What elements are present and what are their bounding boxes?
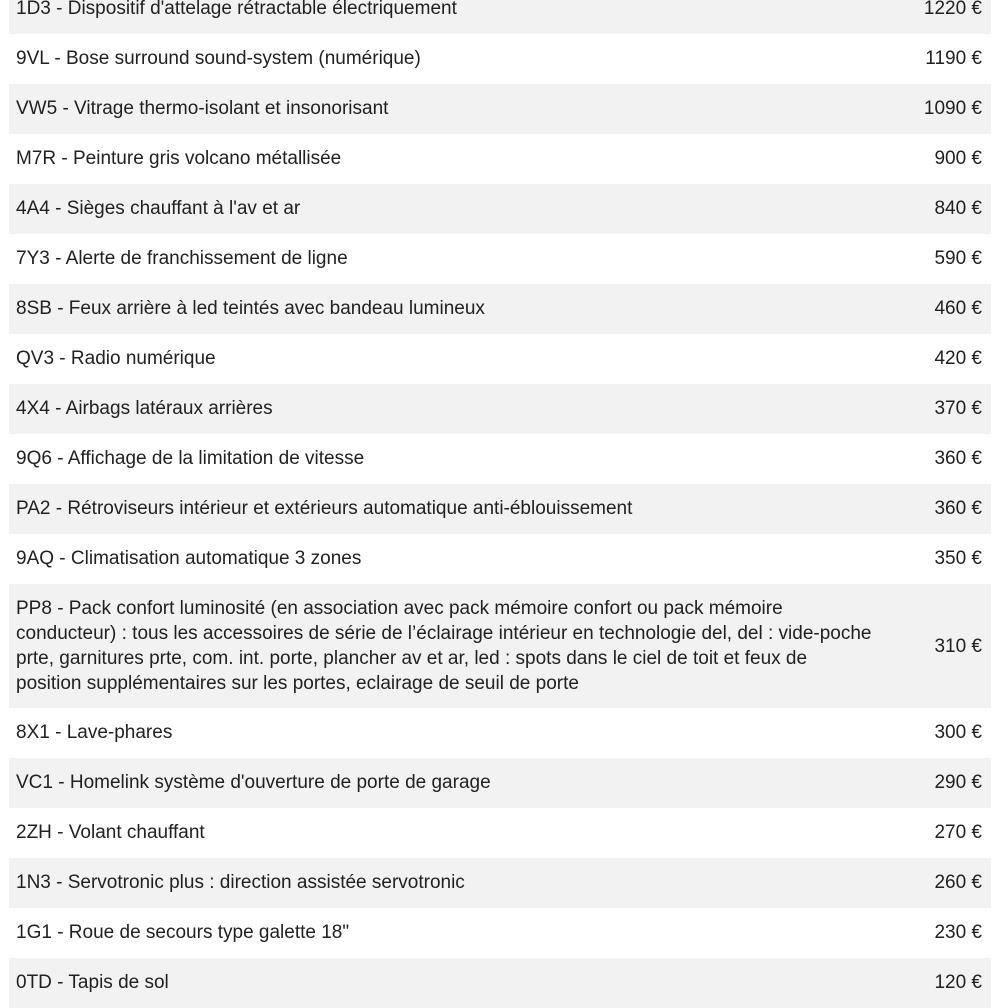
option-price: 1220 € [884, 0, 991, 34]
table-row [9, 908, 991, 958]
table-row [9, 334, 991, 384]
option-price: 230 € [884, 908, 991, 958]
option-price: 290 € [884, 758, 991, 808]
table-row [9, 84, 991, 134]
option-price: 1190 € [884, 34, 991, 84]
option-price: 460 € [884, 284, 991, 334]
options-price-table [9, 0, 991, 1008]
option-label: 9Q6 - Affichage de la limitation de vitesse [9, 434, 884, 484]
option-label: PA2 - Rétroviseurs intérieur et extérieurs automatique anti-éblouissement [9, 484, 884, 534]
option-label: 4X4 - Airbags latéraux arrières [9, 384, 884, 434]
option-price: 300 € [884, 708, 991, 758]
table-row [9, 434, 991, 484]
table-row [9, 534, 991, 584]
table-row [9, 758, 991, 808]
option-label: 9VL - Bose surround sound-system (numérique) [9, 34, 884, 84]
option-label: 9AQ - Climatisation automatique 3 zones [9, 534, 884, 584]
table-row [9, 384, 991, 434]
table-row [9, 234, 991, 284]
option-price: 360 € [884, 434, 991, 484]
option-label: QV3 - Radio numérique [9, 334, 884, 384]
table-row [9, 958, 991, 1008]
option-price: 590 € [884, 234, 991, 284]
option-price: 900 € [884, 134, 991, 184]
table-row [9, 284, 991, 334]
table-row [9, 808, 991, 858]
table-row [9, 34, 991, 84]
option-label: VC1 - Homelink système d'ouverture de porte de garage [9, 758, 884, 808]
option-label: 1G1 - Roue de secours type galette 18" [9, 908, 884, 958]
option-price: 370 € [884, 384, 991, 434]
option-label: 8SB - Feux arrière à led teintés avec bandeau lumineux [9, 284, 884, 334]
option-label: 4A4 - Sièges chauffant à l'av et ar [9, 184, 884, 234]
table-row [9, 484, 991, 534]
option-label: 8X1 - Lave-phares [9, 708, 884, 758]
table-row [9, 858, 991, 908]
table-row [9, 184, 991, 234]
table-row [9, 584, 991, 708]
table-row [9, 0, 991, 34]
option-label: 0TD - Tapis de sol [9, 958, 884, 1008]
table-row [9, 134, 991, 184]
option-price: 840 € [884, 184, 991, 234]
option-label: 2ZH - Volant chauffant [9, 808, 884, 858]
option-price: 260 € [884, 858, 991, 908]
option-price: 120 € [884, 958, 991, 1008]
option-price: 420 € [884, 334, 991, 384]
option-price: 310 € [884, 584, 991, 708]
table-row [9, 708, 991, 758]
option-label: PP8 - Pack confort luminosité (en association avec pack mémoire confort ou pack mémoire conducteur) : tous les accessoires de série de l’éclairage intérieur en technologie del, del : vide-poche prte, garnitures prte, com. int. porte, plancher av et ar, led : spots dans le ciel de toit et feux de position supplémentaires sur les portes, eclairage de seuil de porte [9, 584, 884, 708]
option-price: 360 € [884, 484, 991, 534]
option-price: 350 € [884, 534, 991, 584]
option-price: 1090 € [884, 84, 991, 134]
option-label: M7R - Peinture gris volcano métallisée [9, 134, 884, 184]
option-label: 1N3 - Servotronic plus : direction assistée servotronic [9, 858, 884, 908]
option-label: 7Y3 - Alerte de franchissement de ligne [9, 234, 884, 284]
option-label: 1D3 - Dispositif d'attelage rétractable électriquement [9, 0, 884, 34]
option-price: 270 € [884, 808, 991, 858]
option-label: VW5 - Vitrage thermo-isolant et insonorisant [9, 84, 884, 134]
